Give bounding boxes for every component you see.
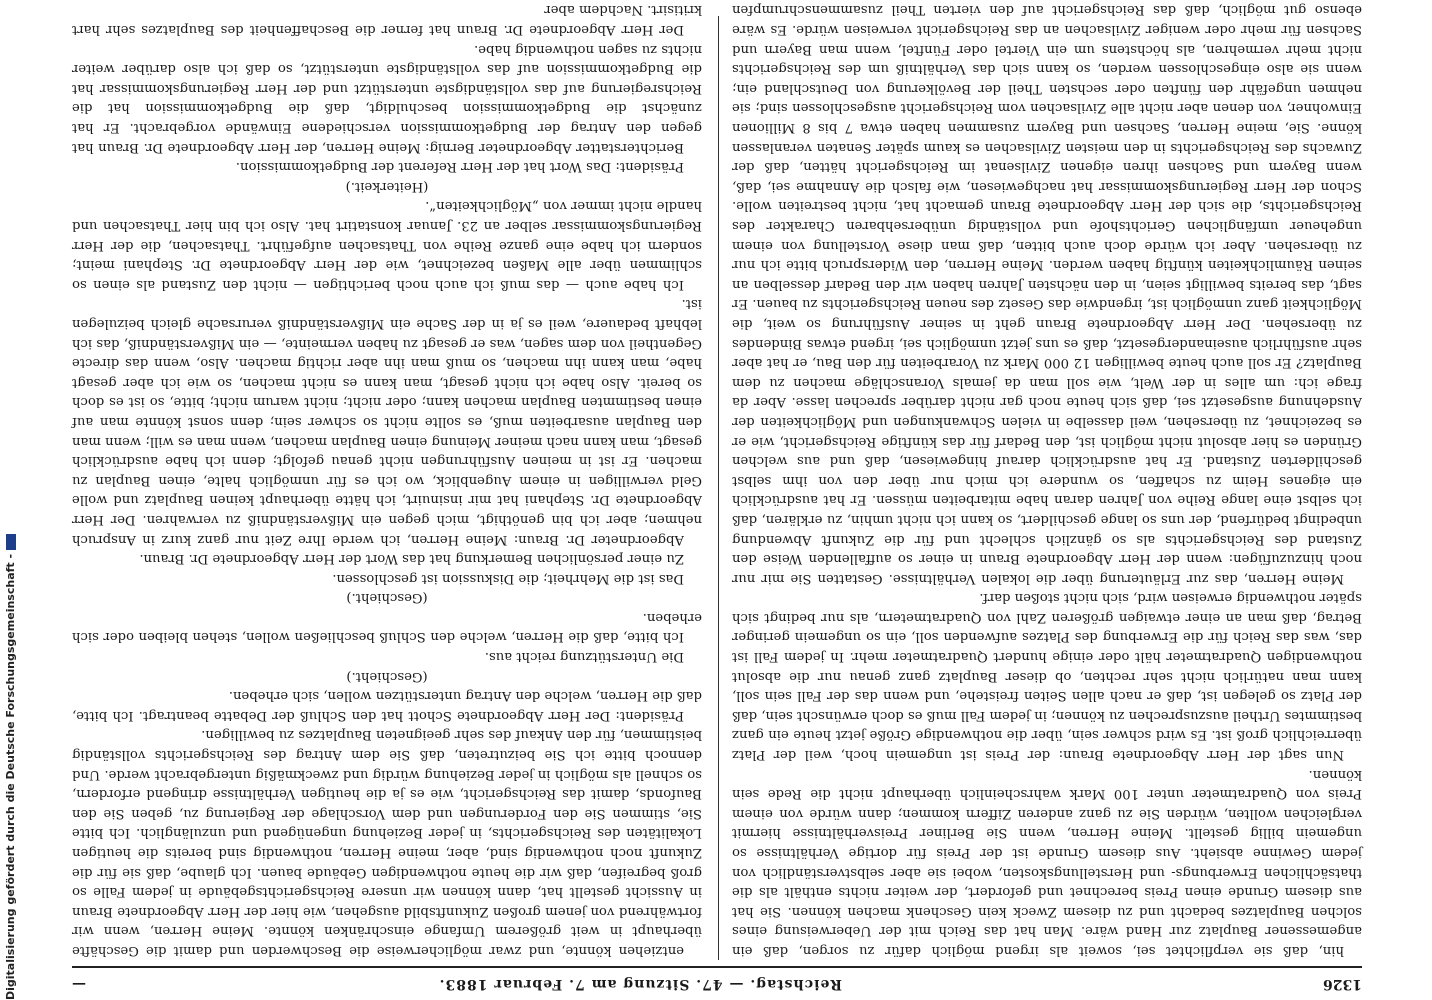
page-header — [72, 970, 1362, 992]
footer-credit: Digitalisierung gefördert durch die Deutsche Forschungsgemeinschaft - — [4, 553, 17, 1000]
page-title: Reichstag. — 47. Sitzung am 7. Februar 1883. — [438, 976, 842, 992]
stage-direction: (Geschieht.) — [346, 668, 428, 684]
column-divider — [718, 16, 719, 960]
paragraph: Abgeordneter Dr. Braun: Meine Herren, ich werde Ihre Zeit nur ganz kurz in Anspruch nehmen; aber ich bin genöthigt, mich gegen ein Mißverständniß zu verwahren. Der Herr Abgeordnete Dr. Stephani hat mir insinuirt, ich hätte überhaupt keinen Bauplatz und wolle Geld verwilligen in einem Augenblick, wo ich es für unmöglich halte, einen Bauplan zu machen. Er ist in meinen Ausführungen nicht genau gefolgt; denn ich habe ausdrücklich gesagt, man kann nach meiner Meinung einen Bauplan machen, wenn man es will; wenn man den Bauplan ausarbeiten muß, es sollte nicht so schwer sein; denn sonst könnte man auf einen bestimmten Bauplan machen kann; oder nicht; nicht warum nicht; bitte, so ist es doch so bereit. Also habe ich nicht gesagt, man kann es nicht machen, so wie ich aber gesagt habe, man kann ihn machen, so muß man ihn aber richtig machen. Also, wenn das directe Gegentheil von dem sagen, was er gesagt zu haben vermeinte, — ein Mißverständniß, das ich lebhaft bedauere, weil es ja in der Sache ein Mißverständniß verursache gleich beizulegen ist. — [72, 296, 702, 547]
paragraph: Ich habe auch — das muß ich auch noch berichtigen — nicht den Zustand als einen so schlimmen über alle Maßen bezeichnet, wie der Herr Abgeordnete Dr. Stephani meint; sondern ich habe eine ganze Reihe von Thatsachen aufgeführt. Thatsachen, die der Herr Regierungskommissar selber an 23. Januar konstatirt hat. Also ich bin hier Thatsachen und handle nicht immer von „Möglichkeiten“. — [72, 198, 702, 292]
paragraph: Nun sagt der Herr Abgeordnete Braun: der Preis ist ungemein hoch, weil der Platz überreichlich groß ist. Es wird schwer sein, über die nothwendige Größe jetzt heute ein ganz bestimmtes Urtheil auszusprechen zu können; in jedem Fall muß es doch erwünscht sein, daß der Platz so gelegen ist, daß er nach allen Seiten freistehe, und wenn das der Fall sein soll, kann man natürlich nicht sehr rechten, ob dieser Bauplatz ganz genau nur die absolut nothwendigen Quadratmeter hält oder einige hundert Quadratmeter mehr. In jedem Fall ist das, was das Reich für die Erwerbung des Platzes aufwenden soll, ein so ungemein geringer Betrag, daß man an einer etwaigen größeren Zahl von Quadratmetern, als nur bedingt sich später nothwendig erweisen wird, sich nicht stoßen darf. — [732, 590, 1362, 763]
header-rule — [72, 966, 1362, 968]
page-number: 1326 — [1323, 976, 1362, 992]
paragraph: Zu einer persönlichen Bemerkung hat das Wort der Herr Abgeordnete Dr. Braun. — [139, 551, 684, 567]
paragraph: Berichterstatter Abgeordneter Bernig: Meine Herren, der Herr Abgeordnete Dr. Braun hat gegen den Antrag der Budgetkommission verschiedene Einwände vorgebracht. Er hat zunächst die Budgetkommission beschuldigt, daß die Budgetkommission hat die Reichsregierung auf das vollständigste unterstützt und der Herr Regierungskommissar hat die Budgetkommission auf das vollständigste unterstützt, so daß ich also darüber weiter nichts zu sagen nothwendig habe. — [72, 41, 702, 155]
stage-direction: (Geschieht.) — [346, 590, 428, 606]
paragraph: Präsident: Der Herr Abgeordnete Schott hat den Schluß der Debatte beantragt. Ich bitte, daß die Herren, welche den Antrag unterstützen wollen, sich erheben. — [72, 688, 702, 723]
paragraph: Ich bitte, daß die Herren, welche den Schluß beschließen wollen, stehen bleiben oder sich erheben. — [72, 609, 702, 645]
paragraph: Präsident: Das Wort hat der Herr Referent der Budgetkommission. — [235, 159, 684, 175]
paragraph: hin, daß sie verpflichtet sei, soweit als irgend möglich dafür zu sorgen, daß ein angemessener Bauplatz zur Hand wäre. Man hat das Reich mit der Ueberweisung eines solchen Bauplatzes bedacht und zu diesem Zweck kein Geschenk machen können. Sie hat aus diesem Grunde einen Preis berechnet und gefordert, der weiter nichts enthält als die thatsächlichen Erwerbungs- und Herstellungskosten, wobei sie aber selbstverständlich von jedem Gewinne absieht. Aus diesem Grunde ist der Preis für dortige Verhältnisse so ungemein billig gestellt. Meine Herren, wenn Sie Berliner Preisverhältnisse hiermit vergleichen wollten, würden Sie zu ganz anderen Ziffern kommen; dann würde von einem Preis von Quadratmeter unter 100 Mark wahrscheinlich überhaupt nicht die Rede sein können. — [732, 766, 1362, 958]
dfg-logo-icon — [6, 534, 16, 550]
right-column — [72, 2, 702, 960]
left-column — [732, 2, 1362, 960]
header-right-mark: — — [72, 976, 86, 992]
paragraph: Der Herr Abgeordnete Dr. Braun hat ferner die Beschaffenheit des Bauplatzes sehr hart kritisirt. Nachdem aber — [72, 2, 702, 38]
paragraph: Meine Herren, das zur Erläuterung über die lokalen Verhältnisse. Gestatten Sie mir nur noch hinzuzufügen: wenn der Herr Abgeordnete Braun in einer so auffallenden Weise den Zustand des Reichsgerichts als so gänzlich schlecht und für die Zukunft Abwendung unbedingt bedürfend, der uns so lange geschildert, so kann ich nicht umhin, zu erklären, daß ich selbst eine lange Reihe von Jahren daran habe mitarbeiten müssen. Er hat ausdrücklich ein eigenes Heim zu schaffen, so wundere ich mich nur über den von ihm selbst geschilderten Zustand. Er hat ausdrücklich darauf hingewiesen, daß und aus welchen Gründen es hier absolut nicht möglich ist, den Bedarf für das künftige Reichsgericht, wie er es bezeichnet, zu übersehen, weil dasselbe in vielen Schwankungen und Möglichkeiten der Ausdehnung ausgesetzt sei, daß sich heute noch gar nicht darüber sprechen lasse. Aber da frage ich: um alles in der Welt, wie soll man da jemals Voranschläge machen zu dem Bauplatz? Er soll auch heute bewilligen 12 000 Mark zu Vorarbeiten für den Bau, er hat aber sehr ausführlich auseinandergesetzt, daß es uns jetzt unmöglich sei, irgend etwas Bindendes zu übersehen. Der Herr Abgeordnete Braun geht in seiner Ausführung so weit, die Möglichkeit ganz unmöglich ist, irgendwie das Gesetz des neuen Reichsgerichts zu bauen. Er sagt, das bereits bewilligt seien, in den nächsten Jahren haben wir den Bedarf desselben an seinen Räumlichkeiten künftig haben werden. Meine Herren, den Widerspruch bitte ich nur zu übersehen. Aber ich würde doch auch bitten, daß man diese Vorstellung von einem ungeheuer umfänglichen Gerichtshofe und vollständig unübersehbaren Charakter des Reichsgerichts, die sich der Herr Abgeordnete Braun gemacht hat, nicht bestreiten wolle. Schon der Herr Regierungskommissar hat nachgewiesen, wie falsch die Annahme sei, daß, wenn Bayern und Sachsen ihren eigenen Zivilsenat im Reichsgericht hätten, daß der Zuwachs des Reichsgerichts in den meisten Zivilsachen es kaum später Senaten veranlassen könne. Sie, meine Herren, Sachsen und Bayern zusammen haben etwa 7 bis 8 Millionen Einwohner, von denen aber nicht alle Zivilsachen vom Reichsgericht ausgeschlossen sind; sie nehmen ungefähr den fünften oder sechsten Theil der Bevölkerung von Deutschland ein; wenn sie also eingeschlossen werden, so kann sich das Verhältniß um des Reichsgerichts nicht mehr vermehren, als höchstens um ein Viertel oder Fünftel, wenn man Bayern und Sachsen für mehr oder weniger Zivilsachen an das Reichsgericht verweisen würde. Es wäre ebenso gut möglich, daß das Reichsgericht auf den vierten Theil zusammenschrumpfen — [732, 2, 1362, 586]
stage-direction: (Heiterkeit.) — [345, 178, 429, 194]
digitization-footer — [1, 553, 21, 1000]
paragraph: Die Unterstützung reicht aus. — [484, 649, 684, 665]
paragraph: Das ist die Mehrheit; die Diskussion ist geschlossen. — [332, 570, 684, 586]
paragraph: entziehen könnte, und zwar möglicherweise die Beschwerden und damit die Geschäfte überhaupt in weit größerem Umfange einschränken könnte. Meine Herren, wenn wir fortwährend von jenem großen Zukunftsbild ausgehen, wie hier der Herr Abgeordnete Braun in Aussicht gestellt hat, dann können wir unsere Reichsgerichtsgebäude in jedem Falle so groß begreifen, daß wir die heute nothwendigen Gebäude bauen. Ich glaube, daß sie für die Zukunft noch nothwendig sind, aber, meine Herren, nothwendig sind bereits die heutigen Lokalitäten des Reichsgerichts, in jeder Beziehung ungenügend und unzulänglich. Ich bitte Sie, stimmen Sie den Forderungen und dem Vorschlage der Regierung zu, geben Sie den Baufonds, damit das Reichsgericht, wie es ja die heutigen Verhältnisse dringend erfordern, so schnell als möglich in jeder Beziehung würdig und zweckmäßig untergebracht werde. Und dennoch bitte ich Sie beizutreten, daß Sie dem Antrag des Reichsgerichts vollständig beistimmen, für den Ankauf des sehr geeigneten Bauplatzes zu bewilligen. — [72, 727, 702, 958]
